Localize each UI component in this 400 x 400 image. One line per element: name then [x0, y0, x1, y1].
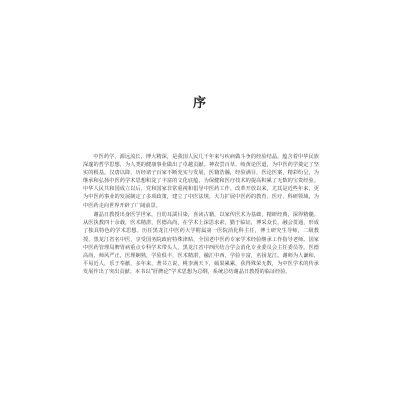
preface-body	[83, 153, 319, 278]
paragraph: 谢晶日教授出身医学世家，自幼耳濡目染，喜读古籍，以家传医术为基础，精研经典，深得精髓。从医执教四十余载，医术精湛，医德高尚，在学术上深思求索，勤于临证，博采众长，融会贯通，形成了独具特色的学术思想。历任黑龙江中医药大学附属第一医院消化科主任，博士研究生导师，二级教授，黑龙江省名中医，享受国务院政府特殊津贴，全国老中医药专家学术经验继承工作指导老师。国家中医药管理局脾胃病重点专科学术带头人，黑龙江省中西医结合学会消化专业委员会主任委员等。医德高尚，师风严正，医理娴熟，学验俱丰，医术精湛，融汇中西，学验丰富，名扬龙江。谢师为人谦和，平易近人，乐于奉献，多年来，著书立说，桃李满天下，硕果累累，获得殊荣无数，为中医学术的传承发展作出了突出贡献。本书以“肝脾论”学术思想为总纲，系统总结谢晶日教授的临证经验。	[83, 212, 319, 275]
paragraph: 中医药学，源远流长，博大精深，是我国人民几千年来与疾病做斗争的经验结晶，蕴含着中华民族深邃的哲学思想，为人类的健康事业做出了卓越贡献。神农尝百草，岐黄论医道，为中医药学奠定了坚实的根基。汉唐以降，历经诸子百家不断充实与发展，医籍浩瀚，经验满目，医论医案，精彩纷呈，为继承和弘扬中医药学术思想积淀了丰富的文化底蕴，为保健和医疗技术的提高积累了无数的宝贵经验。中华人民共和国成立以后，党和国家非常重视和倡导中医药工作。改革开放以来，尤其是近些年来，更为中医药事业的发展制定了多项政策，建立了中医法规，大力扩展中医药的教育、医疗、科研领域，为中医药走向世界开辟了广阔前景。	[83, 154, 319, 209]
page-title: 序	[192, 96, 207, 111]
